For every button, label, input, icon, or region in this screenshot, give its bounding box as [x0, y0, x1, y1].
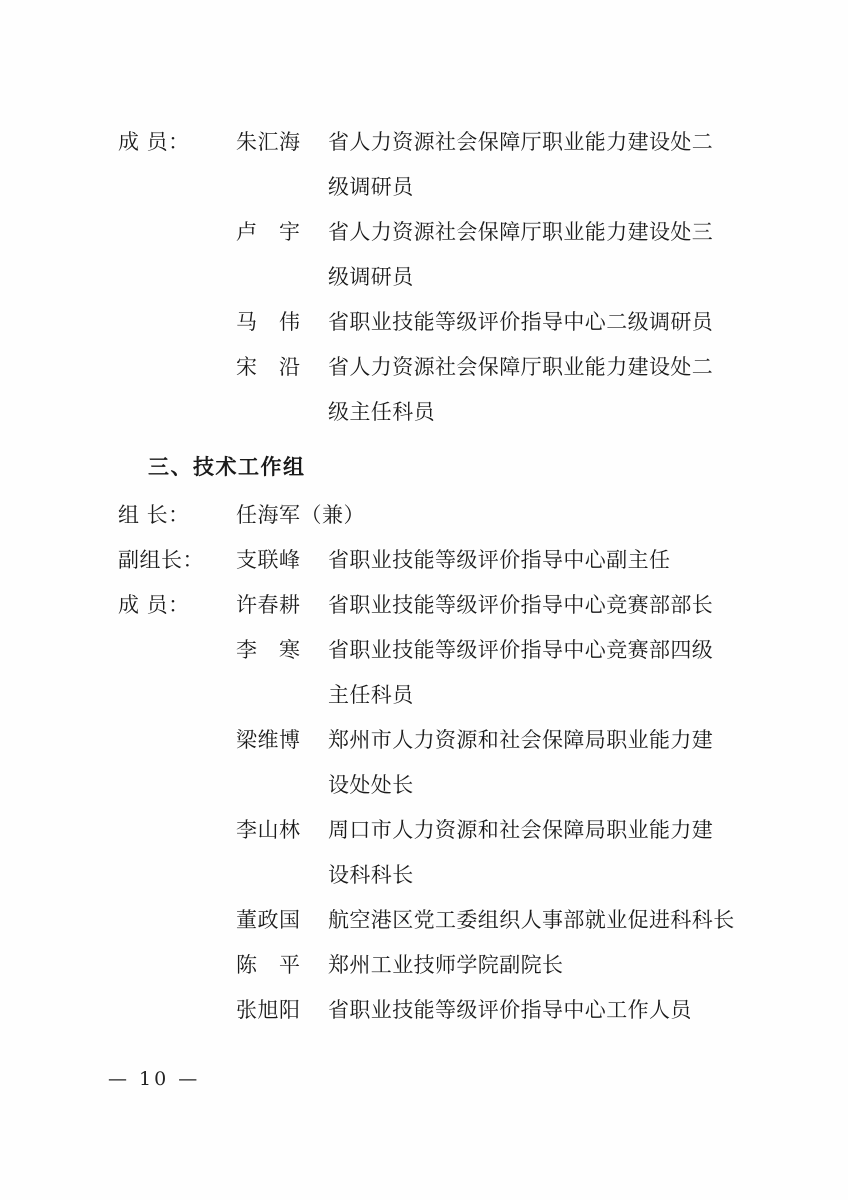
entry-desc: 省人力资源社会保障厅职业能力建设处三 [328, 220, 714, 244]
list-item [118, 808, 758, 898]
list-item [118, 120, 758, 210]
entry-desc: 郑州市人力资源和社会保障局职业能力建 [328, 728, 714, 752]
entry-line [118, 808, 758, 853]
entry-continuation: 级调研员 [328, 175, 414, 199]
entry-name: 董政国 [236, 908, 301, 932]
entry-name: 许春耕 [236, 593, 301, 617]
document-body [118, 120, 758, 1033]
list-item [118, 718, 758, 808]
entry-line [118, 345, 758, 390]
entry-label: 成 员： [118, 130, 190, 154]
list-item [118, 628, 758, 718]
section-heading: 三、技术工作组 [148, 455, 306, 479]
entry-desc: 郑州工业技师学院副院长 [328, 953, 564, 977]
entry-desc: 省人力资源社会保障厅职业能力建设处二 [328, 130, 714, 154]
list-item [118, 210, 758, 300]
entry-name: 支联峰 [236, 548, 301, 572]
list-item [118, 943, 758, 988]
entry-desc: 省职业技能等级评价指导中心竞赛部四级 [328, 638, 714, 662]
entry-name: 宋 沿 [236, 355, 301, 379]
entry-desc: 航空港区党工委组织人事部就业促进科科长 [328, 908, 735, 932]
entry-line [118, 943, 758, 988]
entry-desc: 省职业技能等级评价指导中心副主任 [328, 548, 671, 572]
entry-name: 马 伟 [236, 310, 301, 334]
list-item [118, 538, 758, 583]
entry-line [118, 300, 758, 345]
entry-name: 张旭阳 [236, 998, 301, 1022]
entry-desc: 周口市人力资源和社会保障局职业能力建 [328, 818, 714, 842]
entry-line [118, 628, 758, 673]
entry-name: 陈 平 [236, 953, 301, 977]
entry-label: 组 长： [118, 503, 190, 527]
entry-name: 卢 宇 [236, 220, 301, 244]
entry-name: 朱汇海 [236, 130, 301, 154]
entry-line [118, 120, 758, 165]
entry-line [118, 493, 758, 538]
list-item [118, 898, 758, 943]
entry-line [118, 898, 758, 943]
entry-name: 任海军（兼） [236, 503, 365, 527]
list-item [118, 988, 758, 1033]
entry-desc: 省职业技能等级评价指导中心竞赛部部长 [328, 593, 714, 617]
entry-line [118, 718, 758, 763]
entry-name: 梁维博 [236, 728, 301, 752]
entry-desc: 省职业技能等级评价指导中心二级调研员 [328, 310, 714, 334]
entry-continuation: 设处处长 [328, 773, 414, 797]
entry-line [118, 988, 758, 1033]
list-item [118, 583, 758, 628]
entry-continuation: 设科科长 [328, 863, 414, 887]
entry-name: 李 寒 [236, 638, 301, 662]
list-item [118, 493, 758, 538]
entry-line [118, 210, 758, 255]
entry-desc: 省人力资源社会保障厅职业能力建设处二 [328, 355, 714, 379]
entry-desc: 省职业技能等级评价指导中心工作人员 [328, 998, 692, 1022]
entry-label: 成 员： [118, 593, 190, 617]
page-number: — 10 — [108, 1068, 201, 1090]
list-item [118, 300, 758, 345]
entry-continuation: 级主任科员 [328, 400, 435, 424]
entry-continuation: 级调研员 [328, 265, 414, 289]
entry-label: 副组长： [118, 548, 204, 572]
entry-line [118, 538, 758, 583]
list-item [118, 345, 758, 435]
entry-continuation: 主任科员 [328, 683, 414, 707]
entry-name: 李山林 [236, 818, 301, 842]
entry-line [118, 583, 758, 628]
